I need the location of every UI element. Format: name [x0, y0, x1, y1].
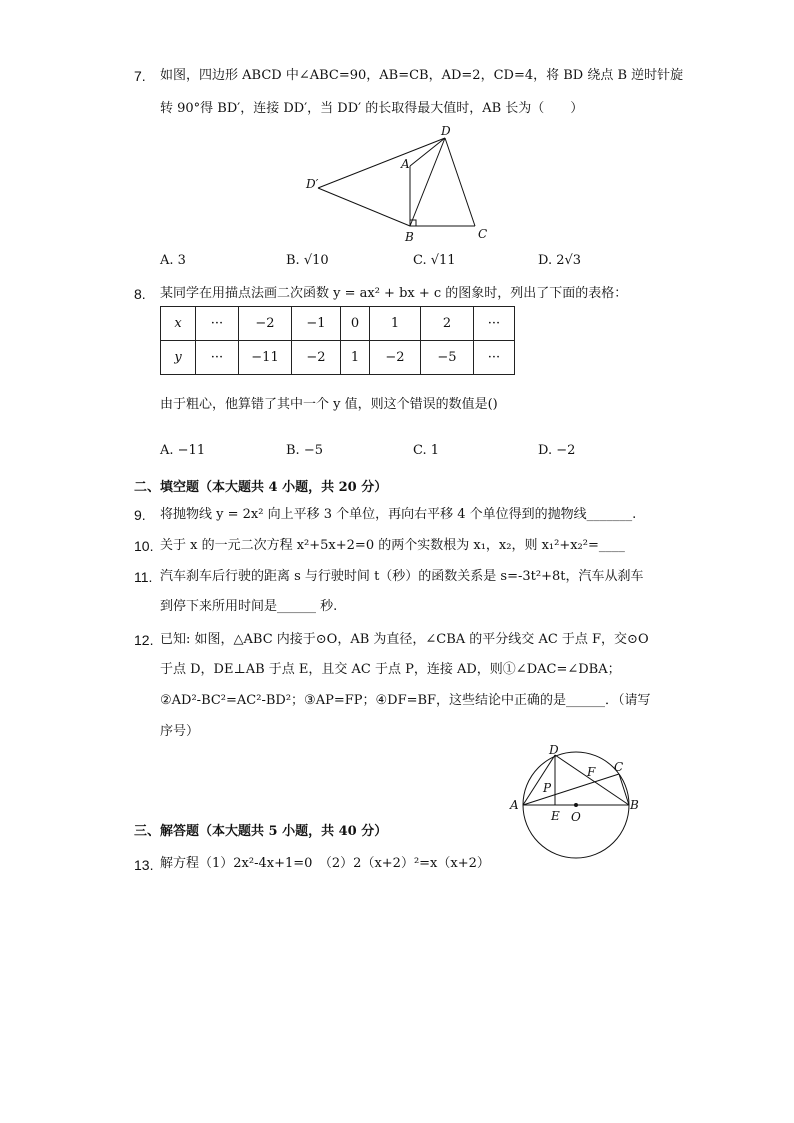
- label-A: A: [510, 798, 519, 812]
- q11-number: 11.: [134, 569, 153, 585]
- q12-text-line1: 已知: 如图，△ABC 内接于⊙O，AB 为直径，∠CBA 的平分线交 AC 于点 F，交⊙O: [160, 632, 649, 647]
- q7-option-a: A. 3: [160, 253, 186, 268]
- label-F: F: [587, 765, 596, 779]
- label-P: P: [543, 781, 552, 795]
- q10-number: 10.: [134, 538, 154, 554]
- table-cell: 0: [341, 307, 370, 341]
- q7-text-line2: 转 90°得 BD′，连接 DD′，当 DD′ 的长取得最大值时，AB 长为（ ）: [160, 101, 584, 116]
- q8-option-a: A. −11: [160, 443, 206, 458]
- table-cell: 2: [421, 307, 474, 341]
- label-C: C: [614, 760, 624, 774]
- label-B: B: [630, 798, 639, 812]
- table-cell: −2: [292, 341, 341, 375]
- label-C: C: [478, 227, 488, 241]
- label-B: B: [405, 230, 414, 244]
- q11-text-line2: 到停下来所用时间是______ 秒.: [160, 599, 338, 614]
- table-row-y: [161, 341, 515, 375]
- q12-text-line3: ②AD²-BC²=AC²-BD²；③AP=FP；④DF=BF，这些结论中正确的是______．（请写: [160, 693, 651, 708]
- q12-text-line4: 序号）: [160, 724, 200, 739]
- label-D: D: [441, 124, 451, 138]
- q8-option-b: B. −5: [286, 443, 323, 458]
- q9-number: 9.: [134, 507, 146, 523]
- q8-text-line1: 某同学在用描点法画二次函数 y = ax² + bx + c 的图象时，列出了下面的表格：: [160, 286, 628, 301]
- table-cell: x: [161, 307, 196, 341]
- q8-text-line2: 由于粗心，他算错了其中一个 y 值，则这个错误的数值是(): [160, 397, 498, 412]
- label-D-prime: D′: [306, 177, 319, 191]
- q12-text-line2: 于点 D，DE⊥AB 于点 E，且交 AC 于点 P，连接 AD，则①∠DAC=∠DBA；: [160, 662, 621, 677]
- q8-option-d: D. −2: [538, 443, 576, 458]
- table-cell: ···: [196, 307, 239, 341]
- table-cell: −11: [239, 341, 292, 375]
- table-cell: 1: [370, 307, 421, 341]
- section-2-heading: 二、填空题（本大题共 4 小题，共 20 分）: [134, 480, 388, 495]
- table-cell: −2: [370, 341, 421, 375]
- label-D: D: [549, 743, 559, 757]
- table-cell: ···: [474, 341, 515, 375]
- q8-value-table: [160, 306, 515, 375]
- q9-text: 将抛物线 y = 2x² 向上平移 3 个单位，再向右平移 4 个单位得到的抛物线_______.: [160, 507, 637, 522]
- q7-text-line1: 如图，四边形 ABCD 中∠ABC=90，AB=CB，AD=2，CD=4，将 BD 绕点 B 逆时针旋: [160, 68, 684, 83]
- q7-option-b: B. √10: [286, 253, 329, 268]
- q11-text-line1: 汽车刹车后行驶的距离 s 与行驶时间 t（秒）的函数关系是 s=-3t²+8t，汽车从刹车: [160, 569, 644, 584]
- q7-number: 7.: [134, 68, 146, 84]
- table-cell: −2: [239, 307, 292, 341]
- label-E: E: [551, 809, 560, 823]
- q8-option-c: C. 1: [413, 443, 440, 458]
- q7-option-c: C. √11: [413, 253, 456, 268]
- table-cell: ···: [196, 341, 239, 375]
- q12-circle-figure: [500, 738, 650, 863]
- label-O: O: [571, 810, 581, 824]
- q7-option-d: D. 2√3: [538, 253, 582, 268]
- q13-text: 解方程（1）2x²-4x+1=0 （2）2（x+2）²=x（x+2）: [160, 856, 490, 871]
- table-row-x: [161, 307, 515, 341]
- table-cell: −1: [292, 307, 341, 341]
- q12-number: 12.: [134, 632, 154, 648]
- table-cell: ···: [474, 307, 515, 341]
- table-cell: y: [161, 341, 196, 375]
- table-cell: 1: [341, 341, 370, 375]
- table-cell: −5: [421, 341, 474, 375]
- section-3-heading: 三、解答题（本大题共 5 小题，共 40 分）: [134, 824, 388, 839]
- label-A: A: [401, 157, 410, 171]
- q7-figure: [300, 120, 500, 245]
- q8-number: 8.: [134, 286, 146, 302]
- q13-number: 13.: [134, 857, 154, 873]
- q10-text: 关于 x 的一元二次方程 x²+5x+2=0 的两个实数根为 x₁，x₂，则 x₁²+x₂²=____: [160, 538, 625, 553]
